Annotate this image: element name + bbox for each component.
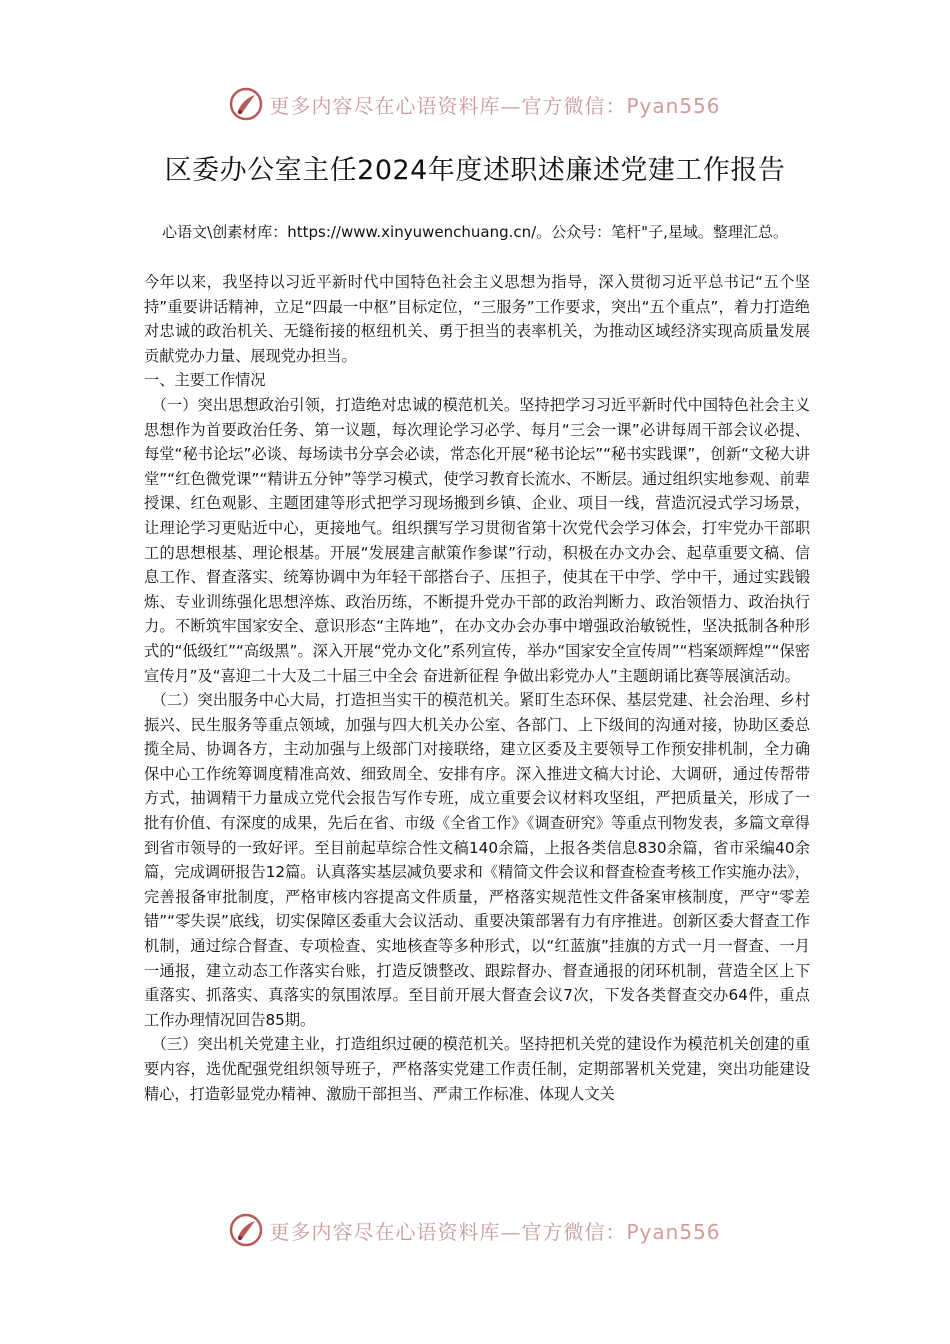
footer-watermark-banner	[0, 1210, 950, 1250]
watermark-wechat-id: Pyan556	[626, 93, 721, 118]
watermark-main-text: 更多内容尽在心语资料库—官方微信：	[269, 1219, 627, 1244]
intro-paragraph: 今年以来，我坚持以习近平新时代中国特色社会主义思想为指导，深入贯彻习近平总书记“五个坚持”重要讲话精神，立足“四最一中枢”目标定位，“三服务”工作要求，突出“五个重点”，着力打造绝对忠诚的政治机关、无缝衔接的枢纽机关、勇于担当的表率机关，为推动区域经济实现高质量发展贡献党办力量、展现党办担当。	[144, 273, 810, 365]
brush-logo-icon	[229, 1213, 263, 1247]
brush-logo-icon	[229, 87, 263, 121]
watermark-main-text: 更多内容尽在心语资料库—官方微信：	[269, 93, 627, 118]
document-title: 区委办公室主任2024年度述职述廉述党建工作报告	[164, 155, 786, 186]
body-paragraph: （三）突出机关党建主业，打造组织过硬的模范机关。坚持把机关党的建设作为模范机关创建的重要内容，选优配强党组织领导班子，严格落实党建工作责任制，定期部署机关党建，突出功能建设精心，打造彰显党办精神、激励干部担当、严肃工作标准、体现人文关	[144, 1035, 810, 1103]
source-attribution: 心语文\创素材库：https://www.xinyuwenchuang.cn/。公众号：笔杆"子,星域。整理汇总。	[162, 223, 788, 241]
body-paragraph: （一）突出思想政治引领，打造绝对忠诚的模范机关。坚持把学习习近平新时代中国特色社会主义思想作为首要政治任务、第一议题，每次理论学习必学、每月“三会一课”必讲每周干部会议必提、每堂“秘书论坛”必谈、每场读书分享会必读，常态化开展“秘书论坛”“秘书实践课”，创新“文秘大讲堂”“红色微党课”“精讲五分钟”等学习模式，使学习教育长流水、不断层。通过组织实地参观、前辈授课、红色观影、主题团建等形式把学习现场搬到乡镇、企业、项目一线，营造沉浸式学习场景，让理论学习更贴近中心，更接地气。组织撰写学习贯彻省第十次党代会学习体会，打牢党办干部职工的思想根基、理论根基。开展“发展建言献策作参谋”行动，积极在办文办会、起草重要文稿、信息工作、督查落实、统筹协调中为年轻干部搭台子、压担子，使其在干中学、学中干，通过实践锻炼、专业训练强化思想淬炼、政治历练，不断提升党办干部的政治判断力、政治领悟力、政治执行力。不断筑牢国家安全、意识形态“主阵地”，在办文办会办事中增强政治敏锐性，坚决抵制各种形式的“低级红”“高级黑”。深入开展“党办文化”系列宣传，举办“国家安全宣传周”“档案颂辉煌”“保密宣传月”及“喜迎二十大及二十届三中全会 奋进新征程 争做出彩党办人”主题朗诵比赛等展演活动。	[144, 395, 810, 685]
document-body	[144, 270, 810, 1106]
header-watermark-banner	[0, 84, 950, 124]
body-paragraph: （二）突出服务中心大局，打造担当实干的模范机关。紧盯生态环保、基层党建、社会治理、乡村振兴、民生服务等重点领域，加强与四大机关办公室、各部门、上下级间的沟通对接，协助区委总揽全局、协调各方，主动加强与上级部门对接联络，建立区委及主要领导工作预安排机制，全力确保中心工作统筹调度精准高效、细致周全、安排有序。深入推进文稿大讨论、大调研，通过传帮带方式，抽调精干力量成立党代会报告写作专班，成立重要会议材料攻坚组，严把质量关，形成了一批有价值、有深度的成果，先后在省、市级《全省工作》《调查研究》等重点刊物发表，多篇文章得到省市领导的一致好评。至目前起草综合性文稿140余篇，上报各类信息830余篇，省市采编40余篇，完成调研报告12篇。认真落实基层减负要求和《精简文件会议和督查检查考核工作实施办法》，完善报备审批制度，严格审核内容提高文件质量，严格落实规范性文件备案审核制度，严守“零差错”“零失误”底线，切实保障区委重大会议活动、重要决策部署有力有序推进。创新区委大督查工作机制，通过综合督查、专项检查、实地核查等多种形式，以“红蓝旗”挂旗的方式一月一督查、一月一通报，建立动态工作落实台账，打造反馈整改、跟踪督办、督查通报的闭环机制，营造全区上下重落实、抓落实、真落实的氛围浓厚。至目前开展大督查会议7次，下发各类督查交办64件，重点工作办理情况回告85期。	[144, 691, 810, 1029]
section-heading: 一、主要工作情况	[144, 371, 266, 390]
watermark-text	[269, 1216, 720, 1245]
watermark-text	[269, 90, 720, 119]
watermark-wechat-id: Pyan556	[626, 1219, 721, 1244]
